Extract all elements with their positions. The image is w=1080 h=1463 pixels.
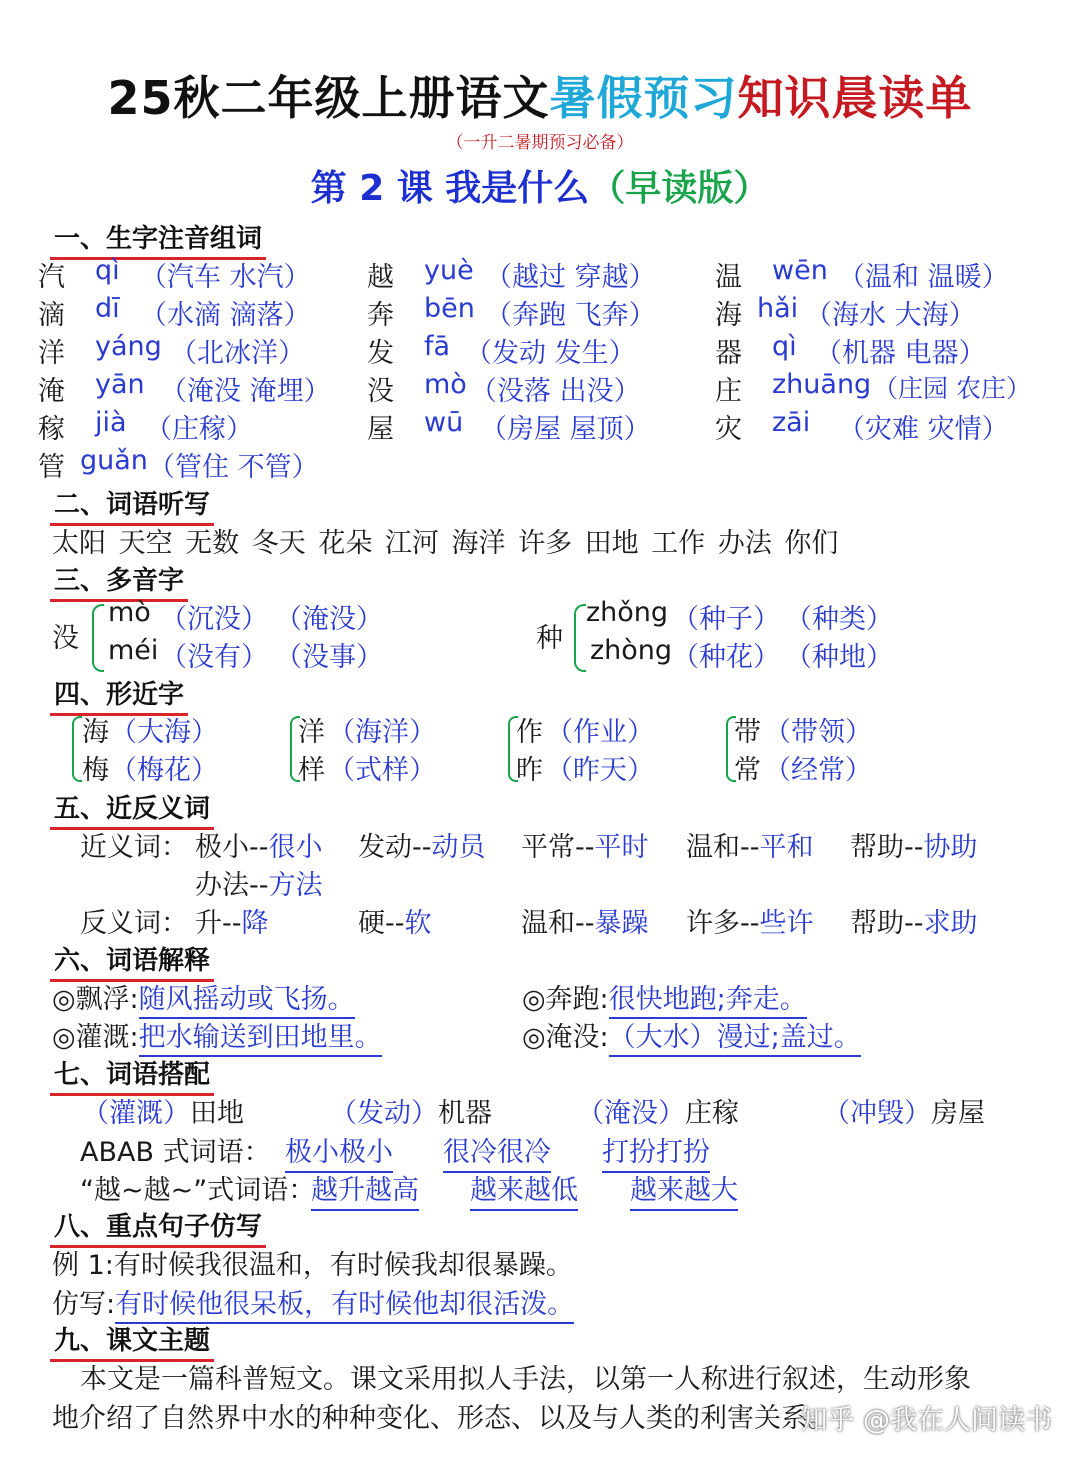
word: （种地） [785,642,893,673]
char: 屋 [367,414,394,445]
syn-item: 平常--平时 [521,832,649,863]
subtitle: （一升二暑期预习必备） [446,133,634,153]
similar-char: 梅 [82,755,109,786]
section-heading-4: 四、形近字 [50,674,188,716]
collocation-pair: （淹没）庄稼 [577,1098,739,1129]
similar-char: 样 [298,755,325,786]
reading: mò [108,597,151,628]
syn-item: 极小--很小 [195,832,323,863]
words: （越过 穿越） [485,262,656,293]
words: （管住 不管） [148,452,319,483]
watermark: 知乎 @我在人间读书 [800,1405,1052,1436]
words: （房屋 屋顶） [480,414,651,445]
words: （汽车 水汽） [140,262,311,293]
collocation-pair: （灌溉）田地 [82,1098,244,1129]
similar-word: （昨天） [546,755,654,786]
lesson-title [0,160,1080,211]
pinyin: yān [95,369,145,400]
similar-word: （经常） [764,755,872,786]
brace [92,604,104,672]
ant-item: 许多--些许 [686,908,814,939]
similar-char: 常 [734,755,761,786]
ant-item: 温和--暴躁 [521,908,649,939]
pinyin: jià [95,407,127,438]
similar-char: 洋 [298,717,325,748]
words: （庄园 农庄） [873,374,1031,403]
abab-word: 打扮打扮 [602,1130,710,1173]
yue-word: 越来越大 [630,1168,738,1211]
similar-word: （梅花） [110,755,218,786]
ant-item: 帮助--求助 [850,908,978,939]
pinyin: dī [95,293,120,324]
char: 发 [367,338,394,369]
abab-label: ABAB 式词语： [80,1137,271,1168]
antonyms-label: 反义词： [80,908,188,939]
char: 汽 [38,262,65,293]
pinyin: fā [424,331,451,362]
word: （种类） [785,604,893,635]
words: （海水 大海） [805,300,976,331]
words: （灾难 灾情） [838,414,1009,445]
section-heading-7: 七、词语搭配 [50,1054,214,1096]
ant-item: 硬--软 [358,908,432,939]
word: （淹没） [275,604,383,635]
section-heading-8: 八、重点句子仿写 [50,1206,266,1248]
theme-line: 本文是一篇科普短文。课文采用拟人手法，以第一人称进行叙述，生动形象 [80,1364,971,1395]
example-sentence: 例 1:有时候我很温和，有时候我却很暴躁。 [52,1250,573,1281]
dictation-words: 太阳 天空 无数 冬天 花朵 江河 海洋 许多 田地 工作 办法 你们 [52,528,839,559]
syn-item: 温和--平和 [686,832,814,863]
theme-line: 地介绍了自然界中水的种种变化、形态、以及与人类的利害关系。 [52,1403,835,1434]
abab-word: 极小极小 [285,1130,393,1173]
pinyin: mò [424,369,467,400]
words: （淹没 淹埋） [160,376,331,407]
similar-char: 海 [82,717,109,748]
abab-word: 很冷很冷 [443,1130,551,1173]
words: （温和 温暖） [838,262,1009,293]
pinyin: wū [424,407,464,438]
section-heading-1: 一、生字注音组词 [50,218,266,260]
section-heading-9: 九、课文主题 [50,1320,214,1362]
collocation-pair: （发动）机器 [330,1098,492,1129]
yue-word: 越升越高 [311,1168,419,1211]
brace [574,604,586,672]
definition-item: ◎淹没:（大水）漫过;盖过。 [522,1015,861,1054]
section-heading-3: 三、多音字 [50,560,188,602]
similar-char: 带 [734,717,761,748]
similar-word: （海洋） [328,717,436,748]
brace [72,716,82,782]
char: 奔 [367,300,394,331]
word: （沉没） [160,604,268,635]
reading: zhǒng [586,597,669,628]
similar-char: 作 [516,717,543,748]
section-heading-2: 二、词语听写 [50,484,214,526]
words: （没落 出没） [470,376,641,407]
similar-char: 昨 [516,755,543,786]
pinyin: yuè [424,255,474,286]
words: （发动 发生） [465,338,636,369]
polyphone-char: 没 [52,623,79,654]
collocation-pair: （冲毁）房屋 [823,1098,985,1129]
page-title [0,62,1080,128]
words: （北冰洋） [170,338,305,369]
reading: zhòng [590,635,673,666]
char: 器 [715,338,742,369]
reading: méi [108,635,159,666]
imitate-sentence: 仿写:有时候他很呆板，有时候他却很活泼。 [52,1282,574,1321]
word: （种花） [672,642,780,673]
ant-item: 升--降 [195,908,269,939]
definition-item: ◎灌溉:把水输送到田地里。 [52,1015,382,1054]
lesson-main: 第 2 课 我是什么 [310,168,590,209]
pinyin: qì [95,255,120,286]
yue-word: 越来越低 [470,1168,578,1211]
synonyms-label: 近义词： [80,832,188,863]
similar-word: （作业） [546,717,654,748]
similar-word: （式样） [328,755,436,786]
title-part-2: 暑假预习 [549,71,738,125]
pinyin: guǎn [80,445,148,476]
pinyin: bēn [424,293,475,324]
similar-word: （大海） [110,717,218,748]
definition-item: ◎奔跑:很快地跑;奔走。 [522,977,807,1016]
char: 管 [38,452,65,483]
similar-word: （带领） [764,717,872,748]
word: （没事） [275,642,383,673]
pinyin: qì [772,331,797,362]
section-heading-6: 六、词语解释 [50,940,214,982]
title-part-3: 知识晨读单 [737,71,973,125]
char: 海 [715,300,742,331]
char: 稼 [38,414,65,445]
polyphone-char: 种 [536,623,563,654]
section-heading-5: 五、近反义词 [50,788,214,830]
char: 没 [367,376,394,407]
syn-item: 发动--动员 [358,832,486,863]
char: 洋 [38,338,65,369]
char: 庄 [715,376,742,407]
pinyin: zāi [772,407,811,438]
title-part-1: 25秋二年级上册语文 [107,71,550,125]
pinyin: wēn [772,255,828,286]
char: 淹 [38,376,65,407]
pinyin: hǎi [757,293,799,324]
char: 灾 [715,414,742,445]
pinyin: yáng [95,331,162,362]
words: （机器 电器） [815,338,986,369]
words: （水滴 滴落） [140,300,311,331]
word: （没有） [160,642,268,673]
words: （奔跑 飞奔） [485,300,656,331]
pinyin: zhuāng [772,369,872,400]
syn-item: 办法--方法 [195,870,323,901]
definition-item: ◎飘浮:随风摇动或飞扬。 [52,977,355,1016]
word: （种子） [672,604,780,635]
syn-item: 帮助--协助 [850,832,978,863]
words: （庄稼） [145,414,253,445]
char: 越 [367,262,394,293]
char: 滴 [38,300,65,331]
yue-label: “越~越~”式词语： [80,1175,316,1206]
char: 温 [715,262,742,293]
lesson-tag: （早读版） [589,168,770,209]
